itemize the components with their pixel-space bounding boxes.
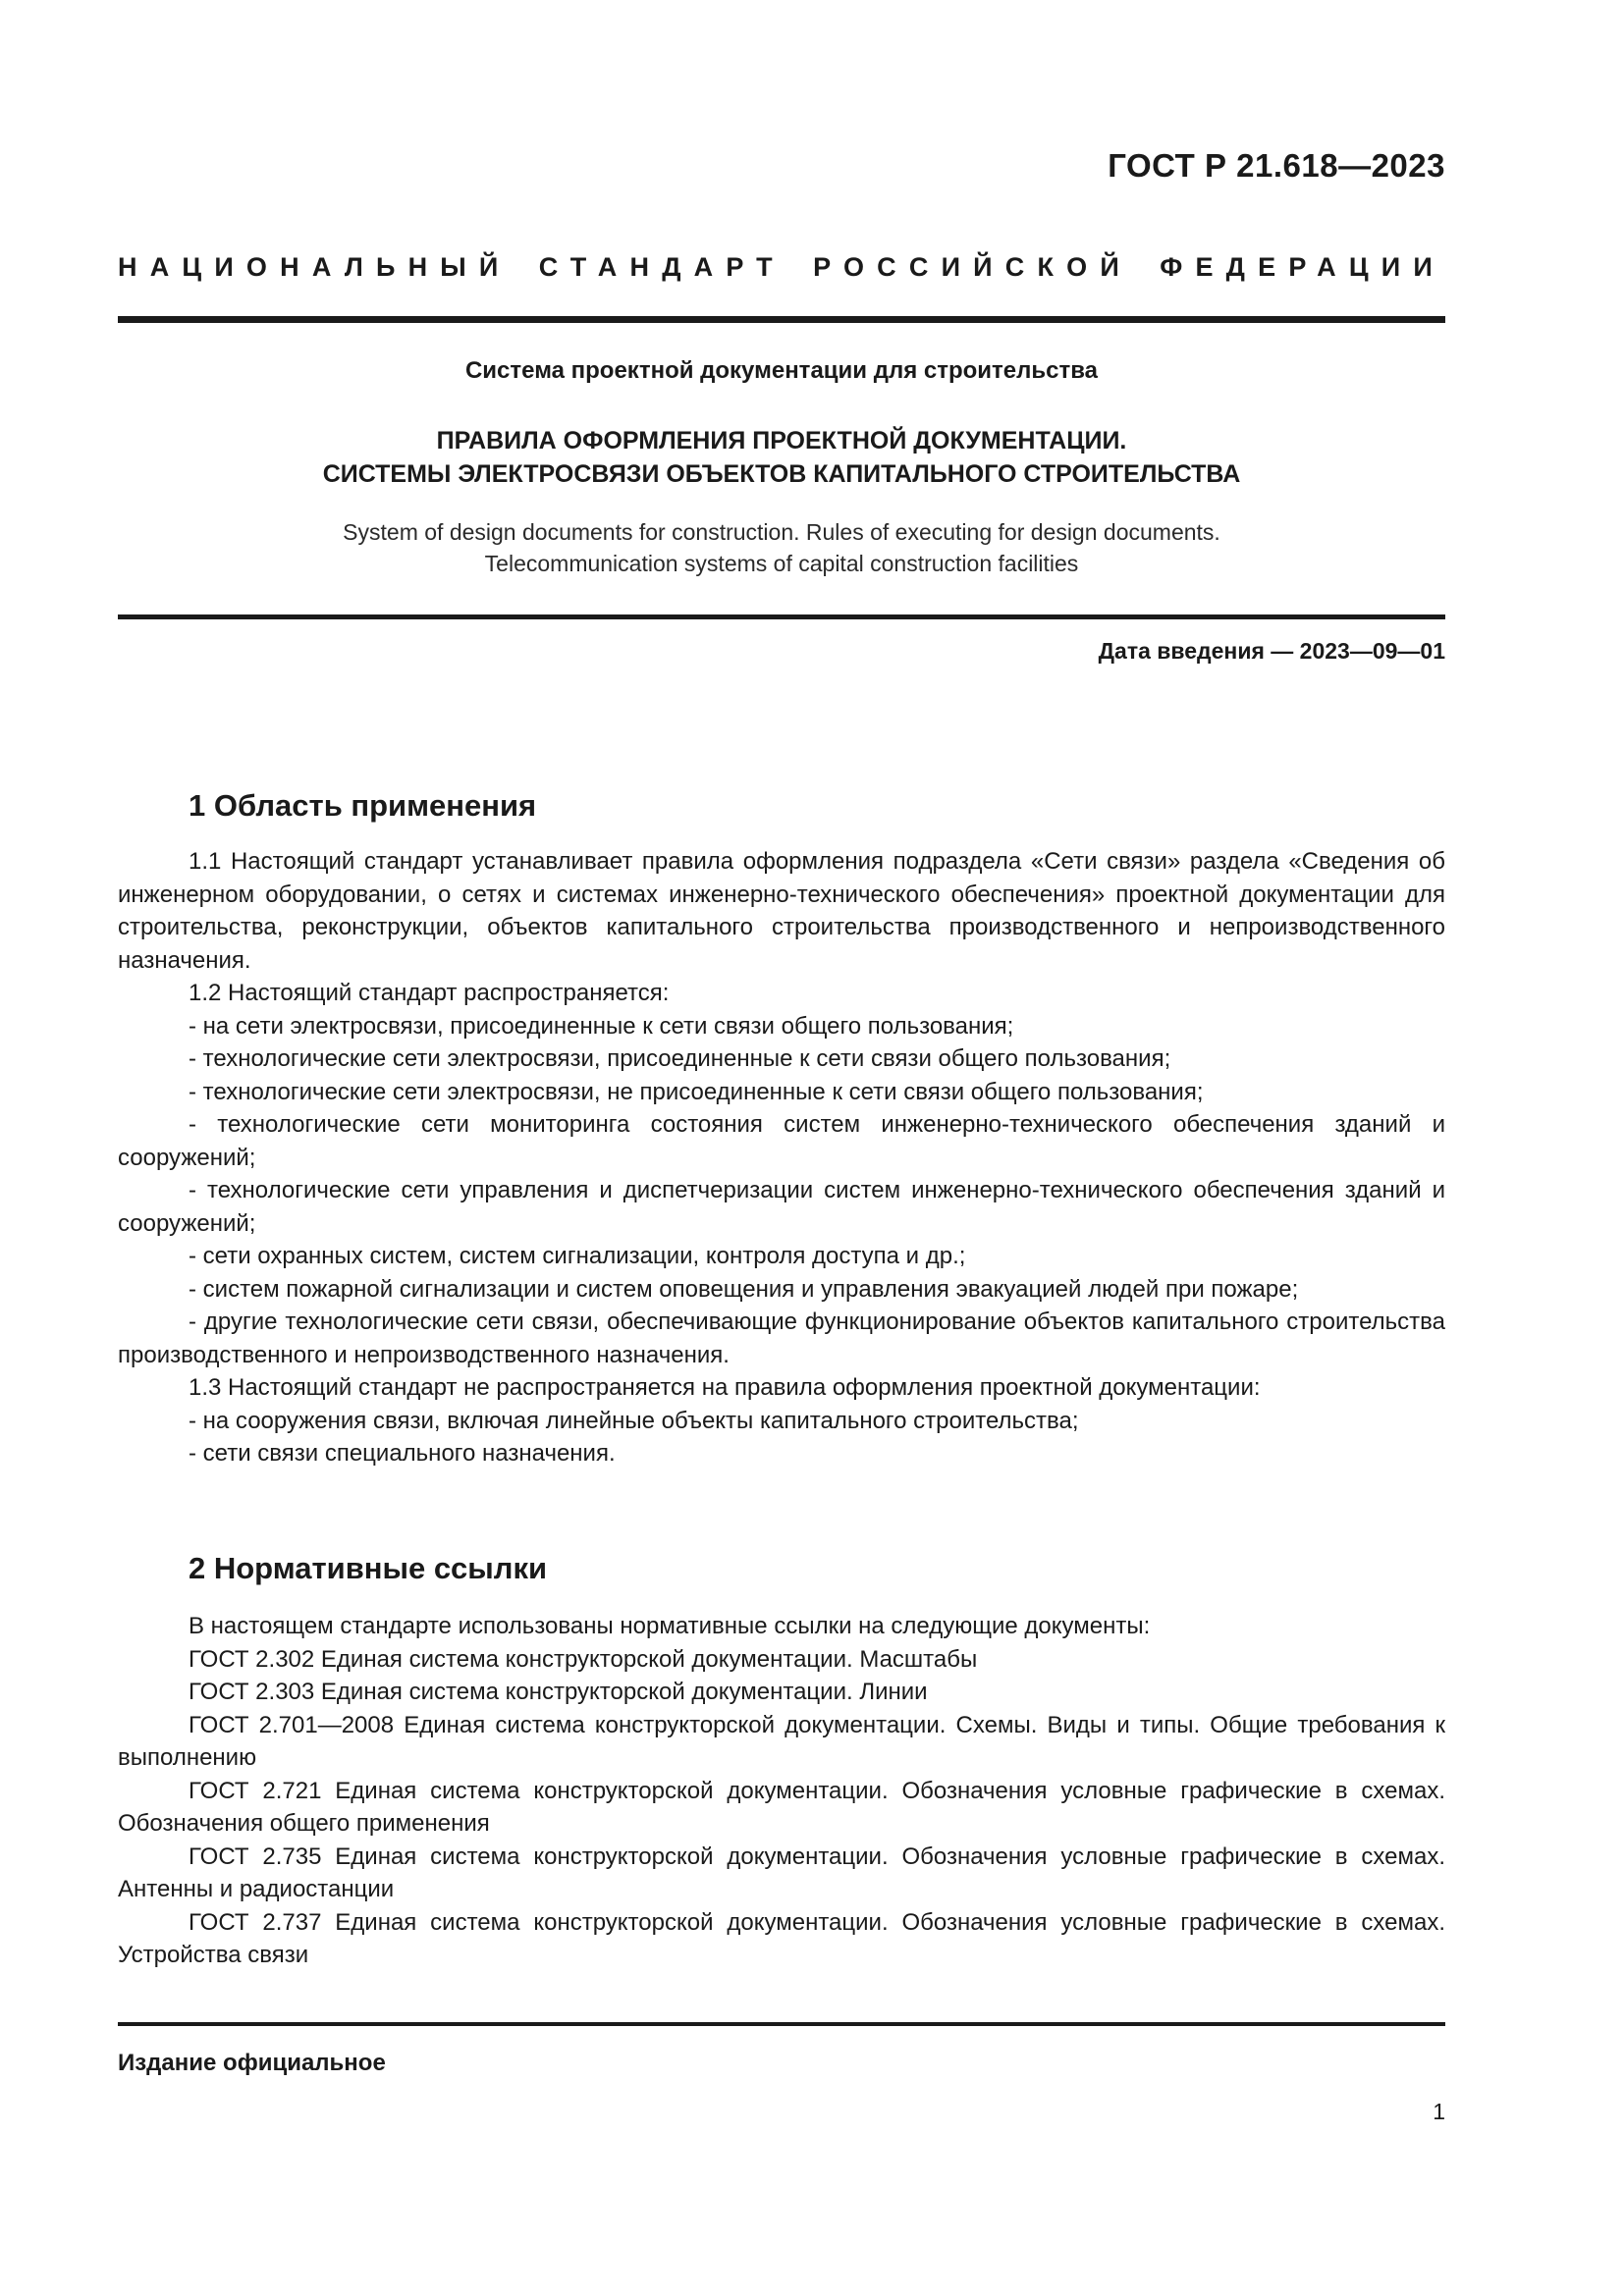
- document-number: ГОСТ Р 21.618—2023: [1108, 147, 1445, 184]
- reference-item: ГОСТ 2.721 Единая система конструкторской документации. Обозначения условные графические в схемах. Обозначения общего применения: [118, 1777, 1445, 1837]
- paragraph: В настоящем стандарте использованы нормативные ссылки на следующие документы:: [189, 1613, 1151, 1639]
- header-divider: [118, 316, 1445, 323]
- system-title: Система проектной документации для строительства: [464, 357, 1099, 384]
- list-item: - технологические сети мониторинга состояния систем инженерно-технического обеспечения зданий и сооружений;: [118, 1111, 1445, 1171]
- reference-item: ГОСТ 2.303 Единая система конструкторской документации. Линии: [189, 1679, 928, 1705]
- section-1-body: [118, 845, 1445, 1470]
- page-number: 1: [1433, 2099, 1445, 2124]
- list-item: - технологические сети электросвязи, присоединенные к сети связи общего пользования;: [189, 1045, 1171, 1072]
- list-item: - на сети электросвязи, присоединенные к сети связи общего пользования;: [189, 1012, 1014, 1040]
- document-title-ru: [118, 424, 1445, 491]
- national-standard-heading: [118, 252, 1445, 283]
- paragraph: 1.3 Настоящий стандарт не распространяется на правила оформления проектной документации:: [189, 1374, 1261, 1401]
- introduction-date: Дата введения — 2023—09—01: [1098, 638, 1445, 664]
- list-item: - технологические сети электросвязи, не присоединенные к сети связи общего пользования;: [189, 1078, 1204, 1105]
- title-ru-line: ПРАВИЛА ОФОРМЛЕНИЯ ПРОЕКТНОЙ ДОКУМЕНТАЦИИ.: [436, 427, 1127, 454]
- title-en-line: Telecommunication systems of capital construction facilities: [484, 551, 1079, 576]
- title-en-line: System of design documents for construction. Rules of executing for design documents.: [343, 519, 1220, 545]
- list-item: - на сооружения связи, включая линейные объекты капитального строительства;: [189, 1407, 1079, 1434]
- paragraph: 1.1 Настоящий стандарт устанавливает правила оформления подраздела «Сети связи» раздела «Сведения об инженерном оборудовании, о сетях и системах инженерно-технического обеспечения» проектной документации для строительства, реконструкции, объектов капитального строительства производственного и непроизводственного назначения.: [118, 848, 1445, 974]
- reference-item: ГОСТ 2.701—2008 Единая система конструкторской документации. Схемы. Виды и типы. Общие требования к выполнению: [118, 1711, 1445, 1771]
- list-item: - систем пожарной сигнализации и систем оповещения и управления эвакуацией людей при пожаре;: [189, 1275, 1299, 1303]
- list-item: - сети связи специального назначения.: [189, 1440, 616, 1467]
- reference-item: ГОСТ 2.735 Единая система конструкторской документации. Обозначения условные графические в схемах. Антенны и радиостанции: [118, 1842, 1445, 1902]
- official-edition-label: Издание официальное: [118, 2050, 386, 2076]
- section-1-title: 1 Область применения: [189, 788, 537, 823]
- title-divider: [118, 614, 1445, 619]
- footer-divider: [118, 2022, 1445, 2026]
- reference-item: ГОСТ 2.737 Единая система конструкторской документации. Обозначения условные графические в схемах. Устройства связи: [118, 1908, 1445, 1968]
- paragraph: 1.2 Настоящий стандарт распространяется:: [189, 980, 670, 1006]
- reference-item: ГОСТ 2.302 Единая система конструкторской документации. Масштабы: [189, 1645, 978, 1673]
- section-2-title: 2 Нормативные ссылки: [189, 1551, 548, 1585]
- national-word: НАЦИОНАЛЬНЫЙ: [118, 252, 512, 282]
- list-item: - технологические сети управления и диспетчеризации систем инженерно-технического обеспечения зданий и сооружений;: [118, 1177, 1445, 1237]
- document-title-en: [118, 516, 1445, 579]
- national-word: РОССИЙСКОЙ: [813, 252, 1132, 282]
- list-item: - другие технологические сети связи, обеспечивающие функционирование объектов капитального строительства производственного и непроизводственного назначения.: [118, 1308, 1445, 1368]
- list-item: - сети охранных систем, систем сигнализации, контроля доступа и др.;: [189, 1243, 966, 1269]
- section-2-body: [118, 1610, 1445, 1972]
- national-word: ФЕДЕРАЦИИ: [1160, 252, 1445, 282]
- title-ru-line: СИСТЕМЫ ЭЛЕКТРОСВЯЗИ ОБЪЕКТОВ КАПИТАЛЬНОГО СТРОИТЕЛЬСТВА: [322, 460, 1241, 488]
- national-word: СТАНДАРТ: [538, 252, 785, 282]
